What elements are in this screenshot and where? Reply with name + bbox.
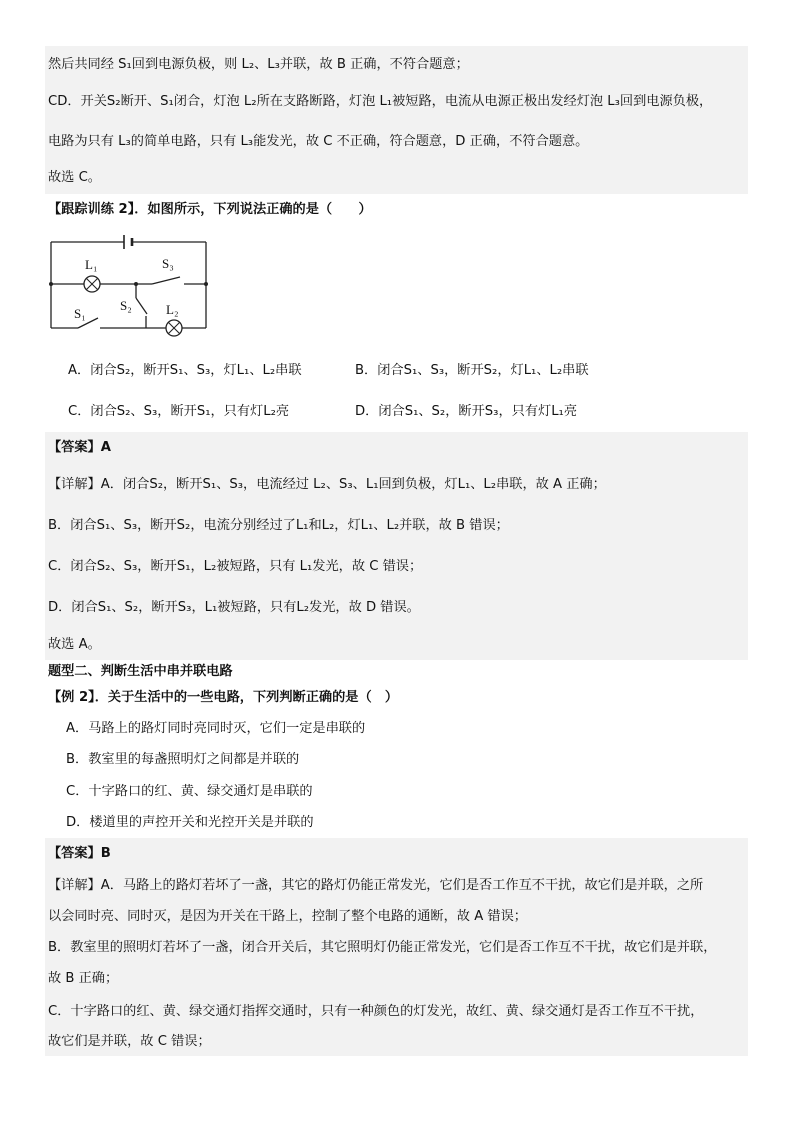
label-l2: L₂ [166, 302, 179, 317]
example-2 [48, 688, 748, 708]
lamp-l1-icon [84, 276, 100, 292]
option-c: C．闭合S₂、S₃，断开S₁，只有灯L₂亮 [68, 404, 290, 419]
detail-b-1: B．教室里的照明灯若坏了一盏，闭合开关后，其它照明灯仍能正常发光，它们是否工作互不干扰，故它们是并联， [48, 940, 717, 955]
training-question [48, 200, 748, 220]
answer-1: 【答案】A [48, 440, 111, 455]
solution-line-2: CD．开关S₂断开、S₁闭合，灯泡 L₂所在支路断路，灯泡 L₁被短路，电流从电源正极出发经灯泡 L₃回到电源负极， [48, 94, 713, 109]
detail-1: 【详解】A．闭合S₂，断开S₁、S₃，电流经过 L₂、S₃、L₁回到负极，灯L₁、L₂串联，故 A 正确； [48, 477, 606, 492]
example-option-c: C．十字路口的红、黄、绿交通灯是串联的 [66, 784, 313, 799]
answer-2: 【答案】B [48, 846, 111, 861]
solution-line-3: 电路为只有 L₃的简单电路，只有 L₃能发光，故 C 不正确，符合题意，D 正确，不符合题意。 [48, 134, 589, 149]
conclusion-1: 故选 A。 [48, 637, 101, 652]
detail-2: B．闭合S₁、S₃，断开S₂，电流分别经过了L₁和L₂，灯L₁、L₂并联，故 B 错误； [48, 518, 509, 533]
solution-line-1: 然后共同经 S₁回到电源负极，则 L₂、L₃并联，故 B 正确，不符合题意； [48, 57, 469, 72]
example-option-b: B．教室里的每盏照明灯之间都是并联的 [66, 752, 300, 767]
option-a: A．闭合S₂，断开S₁、S₃，灯L₁、L₂串联 [68, 363, 302, 378]
detail-c-2: 故它们是并联，故 C 错误； [48, 1034, 211, 1049]
detail-a-1: 【详解】A．马路上的路灯若坏了一盏，其它的路灯仍能正常发光，它们是否工作互不干扰，故它们是并联，之所 [48, 878, 704, 893]
detail-a-2: 以会同时亮、同时灭，是因为开关在干路上，控制了整个电路的通断，故 A 错误； [48, 909, 527, 924]
detail-c-1: C．十字路口的红、黄、绿交通灯指挥交通时，只有一种颜色的灯发光，故红、黄、绿交通灯是否工作互不干扰， [48, 1004, 704, 1019]
training-question-text: 【跟踪训练 2】．如图所示，下列说法正确的是（ ） [48, 202, 372, 217]
label-l1: L₁ [85, 257, 98, 272]
label-s1: S₁ [74, 306, 86, 321]
example-option-d: D．楼道里的声控开关和光控开关是并联的 [66, 815, 314, 830]
circuit-diagram [44, 232, 214, 342]
label-s3: S₃ [162, 256, 174, 271]
detail-4: D．闭合S₁、S₂，断开S₃，L₁被短路，只有L₂发光，故 D 错误。 [48, 600, 420, 615]
example-2-text: 【例 2】．关于生活中的一些电路，下列判断正确的是（ ） [48, 690, 399, 705]
detail-3: C．闭合S₂、S₃，断开S₁，L₂被短路，只有 L₁发光，故 C 错误； [48, 559, 423, 574]
detail-b-2: 故 B 正确； [48, 971, 119, 986]
section-heading: 题型二、判断生活中串并联电路 [48, 664, 233, 679]
option-d: D．闭合S₁、S₂，断开S₃，只有灯L₁亮 [355, 404, 578, 419]
option-b: B．闭合S₁、S₃，断开S₂，灯L₁、L₂串联 [355, 363, 589, 378]
shaded-block-answer-1 [45, 432, 748, 660]
lamp-l2-icon [166, 320, 182, 336]
example-option-a: A．马路上的路灯同时亮同时灭，它们一定是串联的 [66, 721, 366, 736]
solution-conclusion: 故选 C。 [48, 170, 101, 185]
label-s2: S₂ [120, 298, 132, 313]
